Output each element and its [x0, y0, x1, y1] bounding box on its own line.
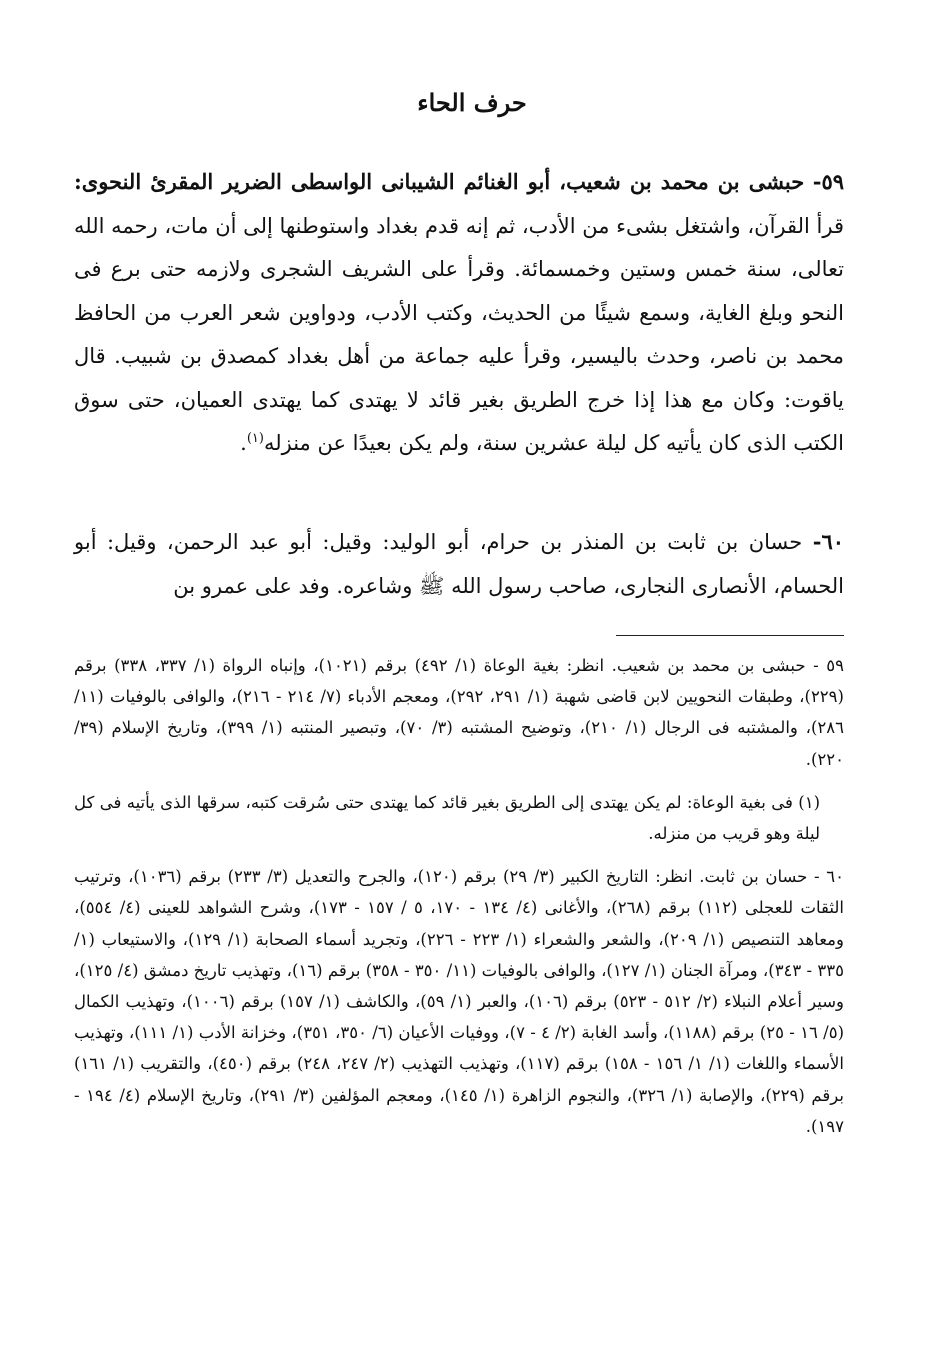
- footnote-60-number: ٦٠ -: [814, 867, 844, 887]
- entry-60-heading: حسان بن ثابت بن المنذر بن حرام، أبو الوليد: وقيل: أبو عبد الرحمن، وقيل: أبو الحسام،: [74, 530, 844, 598]
- footnote-separator: [616, 635, 844, 636]
- entry-60-body: الأنصارى النجارى، صاحب رسول الله ﷺ وشاعره. وفد على عمرو بن: [173, 573, 767, 598]
- footnote-60-text: حسان بن ثابت. انظر: التاريخ الكبير (٣/ ٢٩) برقم (١٢٠)، والجرح والتعديل (٣/ ٢٣٣) برقم (١٠٣٦)، وترتيب الثقات للعجلى (١١٢) برقم (٢٦٨)، والأغانى (٤/ ١٣٤ - ١٧٠، ٥ / ١٥٧ - ١٧٣)، وشرح الشواهد للعينى (٤/ ٥٥٤)، ومعاهد التنصيص (١/ ٢٠٩)، والشعر والشعراء (١/ ٢٢٣ - ٢٢٦)، وتجريد أسماء الصحابة (١/ ١٢٩)، والاستيعاب (١/ ٣٣٥ - ٣٤٣)، ومرآة الجنان (١/ ١٢٧)، والوافى بالوفيات (١١/ ٣٥٠ - ٣٥٨) برقم (١٦)، وتهذيب تاريخ دمشق (٤/ ١٢٥)، وسير أعلام النبلاء (٢/ ٥١٢ - ٥٢٣) برقم (١٠٦)، والعبر (١/ ٥٩)، والكاشف (١/ ١٥٧) برقم (١٠٠٦)، وتهذيب الكمال (٥/ ١٦ - ٢٥) برقم (١١٨٨)، وأسد الغابة (٢/ ٤ - ٧)، ووفيات الأعيان (٦/ ٣٥٠، ٣٥١)، وخزانة الأدب (١/ ١١١)، وتهذيب الأسماء واللغات (١/ ١/ ١٥٦ - ١٥٨) برقم (١١٧)، وتهذيب التهذيب (٢/ ٢٤٧، ٢٤٨) برقم (٤٥٠)، والتقريب (١/ ١٦١) برقم (٢٢٩)، والإصابة (١/ ٣٢٦)، والنجوم الزاهرة (١/ ١٤٥)، ومعجم المؤلفين (٣/ ٢٩١)، وتاريخ الإسلام (٤/ ١٩٤ - ١٩٧).: [74, 867, 845, 1136]
- footnotes-section: [74, 650, 844, 1142]
- footnote-note-1-number: (١): [798, 792, 820, 812]
- page-title: حرف الحاء: [417, 88, 527, 117]
- entry-59-body: قرأ القرآن، واشتغل بشىء من الأدب، ثم إنه قدم بغداد واستوطنها إلى أن مات، رحمه الله تعالى، سنة خمس وستين وخمسمائة. وقرأ على الشريف الشجرى ولازمه حتى برع فى النحو وبلغ الغاية، وسمع شيئًا من الحديث، وكتب الأدب، ودواوين شعر العرب من الحافظ محمد بن ناصر، وحدث باليسير، وقرأ عليه جماعة من أهل بغداد كمصدق بن شبيب. قال ياقوت: وكان مع هذا إذا خرج الطريق بغير قائد لا يهتدى كما يهتدى العميان، حتى سوق الكتب الذى كان يأتيه كل ليلة عشرين سنة، ولم يكن بعيدًا عن منزله: [74, 213, 844, 455]
- footnote-note-1: [74, 787, 844, 849]
- entry-60-number: ٦٠-: [812, 529, 844, 554]
- entry-60: [74, 520, 844, 608]
- entry-59-end: .: [240, 431, 247, 455]
- footnote-reference-1[interactable]: (١): [246, 431, 264, 446]
- footnote-note-1-text: فى بغية الوعاة: لم يكن يهتدى إلى الطريق بغير قائد كما يهتدى حتى سُرقت كتبه، سرقها الذى يأتيه فى كل ليلة وهو قريب من منزله.: [74, 792, 820, 844]
- entry-59-heading: حبشى بن محمد بن شعيب، أبو الغنائم الشيبانى الواسطى الضرير المقرئ النحوى:: [74, 169, 805, 194]
- footnote-59: [74, 650, 844, 775]
- footnote-60: [74, 861, 844, 1142]
- footnote-59-text: حبشى بن محمد بن شعيب. انظر: بغية الوعاة (١/ ٤٩٢) برقم (١٠٢١)، وإنباه الرواة (١/ ٣٣٧، ٣٣٨) برقم (٢٢٩)، وطبقات النحويين لابن قاضى شهبة (١/ ٢٩١، ٢٩٢)، ومعجم الأدباء (٧/ ٢١٤ - ٢١٦)، والوافى بالوفيات (١١/ ٢٨٦)، والمشتبه فى الرجال (١/ ٢١٠)، وتوضيح المشتبه (٣/ ٧٠)، وتبصير المنتبه (١/ ٣٩٩)، وتاريخ الإسلام (٣٩/ ٢٢٠).: [74, 656, 844, 769]
- footnote-59-number: ٥٩ -: [813, 656, 844, 675]
- entry-59-number: ٥٩-: [812, 169, 844, 194]
- entry-59: [74, 160, 844, 466]
